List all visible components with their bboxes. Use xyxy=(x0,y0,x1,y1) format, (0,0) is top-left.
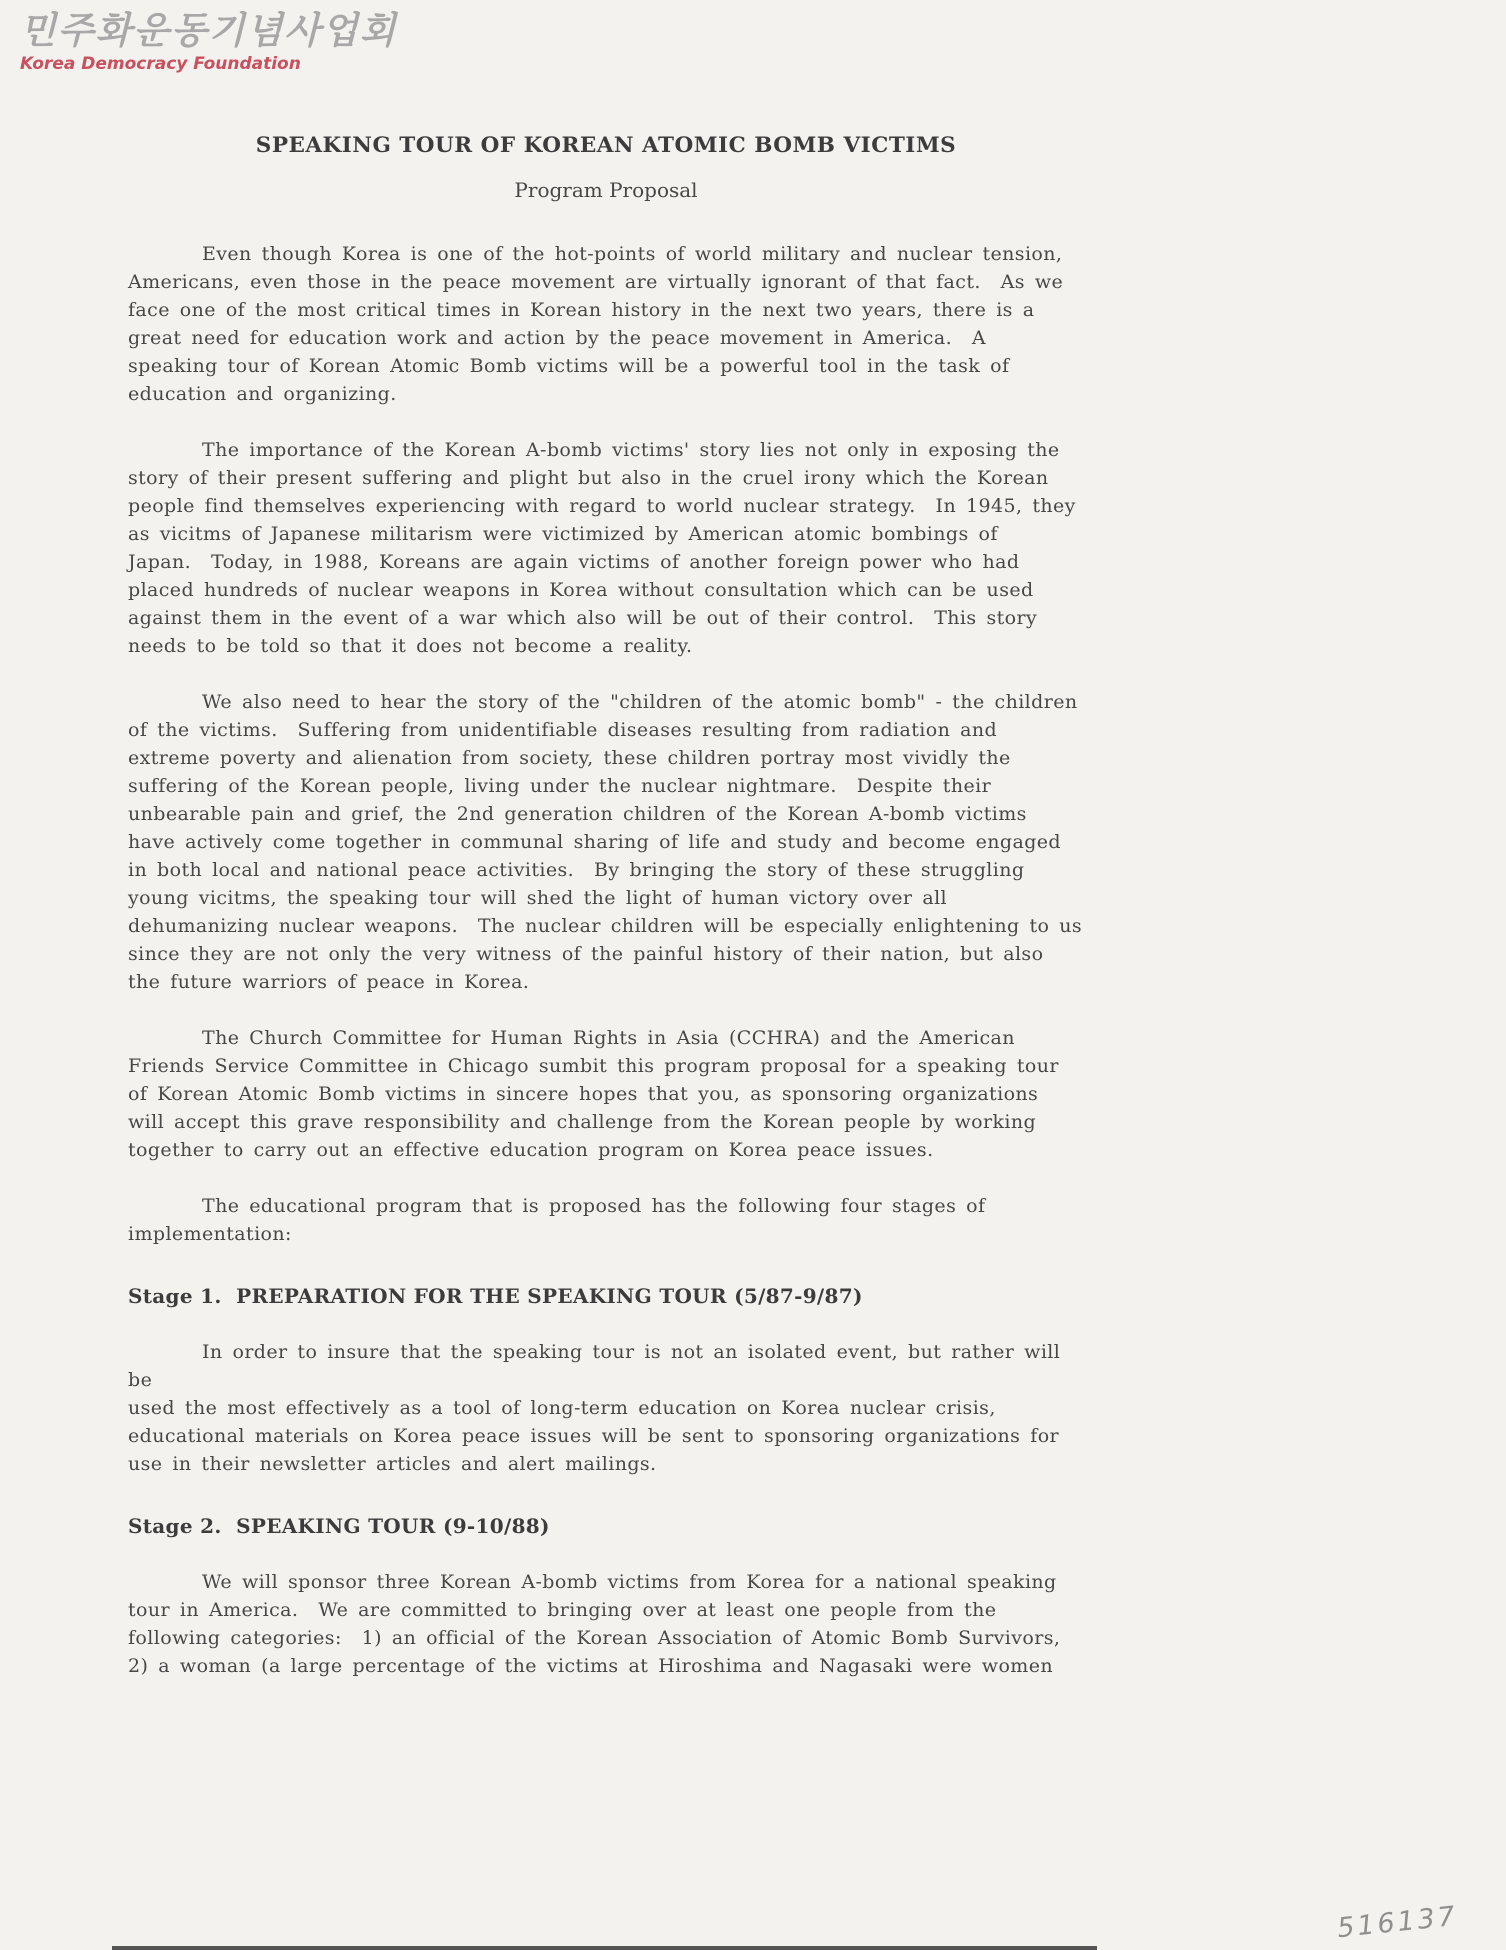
paragraph-four-stages: The educational program that is proposed has the following four stages of implementation: xyxy=(128,1195,986,1245)
document-body xyxy=(128,0,1084,1680)
document-title: SPEAKING TOUR OF KOREAN ATOMIC BOMB VICTIMS xyxy=(255,133,957,158)
paragraph-children-of-bomb: We also need to hear the story of the "children of the atomic bomb" - the children of the victims. Suffering from unidentifiable diseases resulting from radiation and extreme poverty and alienation from society, these children portray most vividly the suffering of the Korean people, living under the nuclear nightmare. Despite their unbearable pain and grief, the 2nd generation children of the Korean A-bomb victims have actively come together in communal sharing of life and study and become engaged in both local and national peace activities. By bringing the story of these struggling young vicitms, the speaking tour will shed the light of human victory over all dehumanizing nuclear weapons. The nuclear children will be especially enlightening to us since they are not only the very witness of the painful history of their nation, but also the future warriors of peace in Korea. xyxy=(128,691,1083,993)
paragraph-intro: Even though Korea is one of the hot-points of world military and nuclear tension, Americans, even those in the peace movement are virtually ignorant of that fact. As we face one of the most critical times in Korean history in the next two years, there is a great need for education work and action by the peace movement in America. A speaking tour of Korean Atomic Bomb victims will be a powerful tool in the task of education and organizing. xyxy=(128,243,1064,405)
scan-edge-artifact xyxy=(112,1946,1097,1950)
logo-english-name: Korea Democracy Foundation xyxy=(20,54,301,74)
document-subtitle: Program Proposal xyxy=(514,178,698,202)
stage-1-paragraph: In order to insure that the speaking tour is not an isolated event, but rather will be used the most effectively as a tool of long-term education on Korea nuclear crisis, educational materials on Korea peace issues will be sent to sponsoring organizations for use in their newsletter articles and alert mailings. xyxy=(128,1341,1061,1475)
stage-1-heading: Stage 1. PREPARATION FOR THE SPEAKING TOUR (5/87-9/87) xyxy=(128,1284,863,1308)
logo-korean-calligraphy: 민주화운동기념사업회 xyxy=(20,9,398,52)
stage-2-heading: Stage 2. SPEAKING TOUR (9-10/88) xyxy=(128,1514,550,1538)
handwritten-archive-number: 516137 xyxy=(1335,1900,1460,1945)
stage-2-paragraph: We will sponsor three Korean A-bomb victims from Korea for a national speaking tour in America. We are committed to bringing over at least one people from the following categories: 1) an official of the Korean Association of Atomic Bomb Survivors, 2) a woman (a large percentage of the victims at Hiroshima and Nagasaki were women xyxy=(128,1571,1061,1677)
paragraph-importance: The importance of the Korean A-bomb victims' story lies not only in exposing the story of their present suffering and plight but also in the cruel irony which the Korean people find themselves experiencing with regard to world nuclear strategy. In 1945, they as vicitms of Japanese militarism were victimized by American atomic bombings of Japan. Today, in 1988, Koreans are again victims of another foreign power who had placed hundreds of nuclear weapons in Korea without consultation which can be used against them in the event of a war which also will be out of their control. This story needs to be told so that it does not become a reality. xyxy=(128,439,1076,657)
paragraph-cchra-proposal: The Church Committee for Human Rights in Asia (CCHRA) and the American Friends Service Committee in Chicago sumbit this program proposal for a speaking tour of Korean Atomic Bomb victims in sincere hopes that you, as sponsoring organizations will accept this grave responsibility and challenge from the Korean people by working together to carry out an effective education program on Korea peace issues. xyxy=(128,1027,1059,1161)
